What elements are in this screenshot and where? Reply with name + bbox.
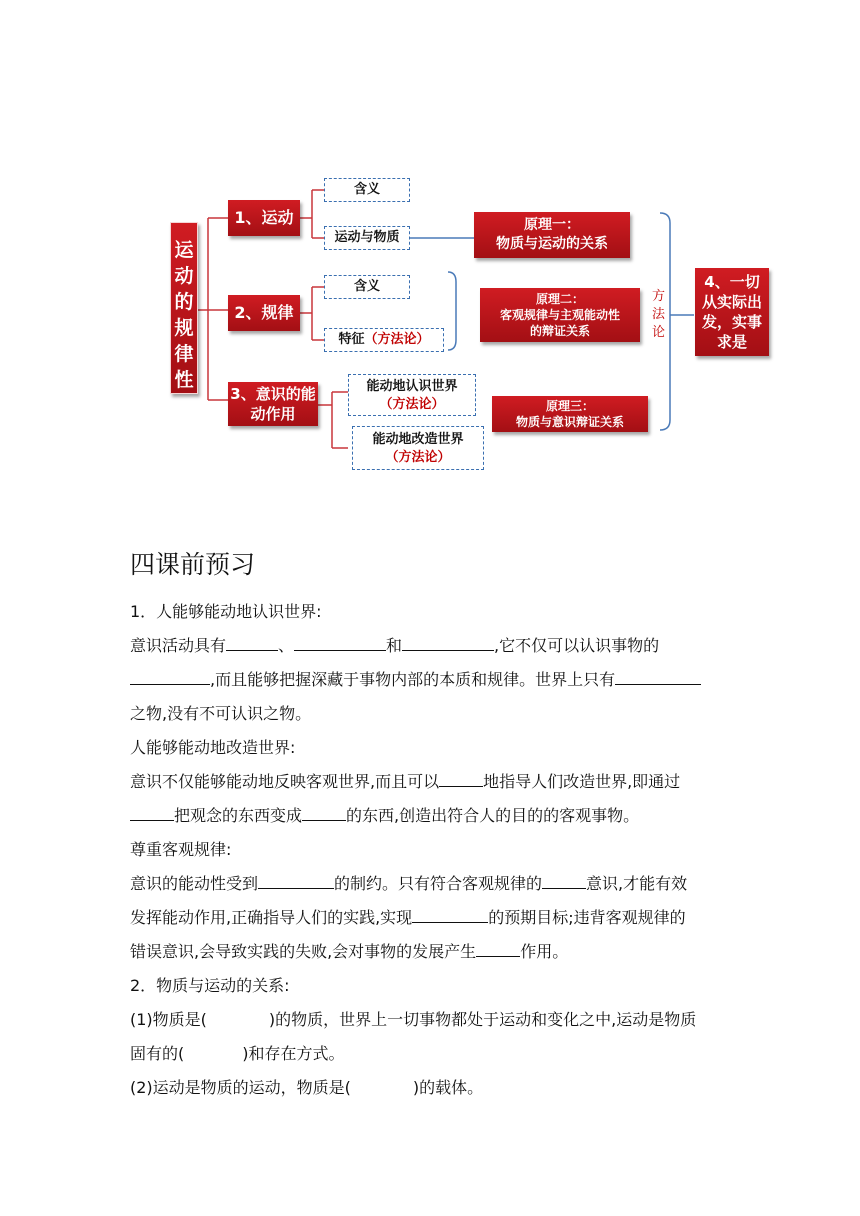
text-span: 意识活动具有 bbox=[130, 636, 227, 655]
principle-two-text: 客观规律与主观能动性 bbox=[499, 308, 620, 322]
text-span: 的东西,创造出符合人的目的的客观事物。 bbox=[346, 806, 640, 825]
node-consciousness bbox=[228, 382, 318, 426]
principle-one-text: 物质与运动的关系 bbox=[496, 236, 608, 252]
node-consciousness-label: 3、意识的能动作用 bbox=[230, 385, 316, 423]
sub-motion-matter-label: 运动与物质 bbox=[334, 230, 400, 245]
q2-title: 2．物质与运动的关系: bbox=[130, 976, 290, 995]
node-motion-label: 1、运动 bbox=[234, 208, 294, 227]
node-law-label: 2、规律 bbox=[234, 303, 294, 322]
text-span: 把观念的东西变成 bbox=[174, 806, 303, 825]
sub-law-feature bbox=[324, 328, 444, 352]
fill-blank[interactable] bbox=[258, 872, 334, 889]
text-span: (2)运动是物质的运动，物质是( bbox=[130, 1078, 351, 1097]
main-title: 运动的规律性 bbox=[174, 239, 194, 391]
principle-one-title: 原理一： bbox=[524, 217, 580, 233]
text-span: )的物质，世界上一切事物都处于运动和变化之中,运动是物质 bbox=[268, 1010, 697, 1029]
fill-blank[interactable] bbox=[294, 634, 386, 651]
fill-blank[interactable] bbox=[130, 804, 174, 821]
text-span: 固有的( bbox=[130, 1044, 185, 1063]
text-span: 的预期目标;违背客观规律的 bbox=[488, 908, 686, 927]
p3-line-3 bbox=[130, 939, 568, 962]
text-span: 和 bbox=[386, 636, 403, 655]
p1-line-1 bbox=[130, 633, 659, 656]
sub-know-world bbox=[348, 374, 476, 416]
method-label bbox=[652, 288, 668, 342]
text-span: 意识,才能有效 bbox=[586, 874, 688, 893]
text-span: 错误意识,会导致实践的失败,会对事物的发展产生 bbox=[130, 942, 477, 961]
fill-blank[interactable] bbox=[615, 668, 701, 685]
q2-line-2 bbox=[130, 1041, 345, 1064]
fill-blank[interactable] bbox=[302, 804, 346, 821]
fill-blank[interactable] bbox=[130, 668, 210, 685]
text-span: )和存在方式。 bbox=[242, 1044, 345, 1063]
fill-blank[interactable] bbox=[402, 634, 494, 651]
p2-title: 人能够能动地改造世界: bbox=[130, 738, 296, 757]
text-span: 意识的能动性受到 bbox=[130, 874, 259, 893]
main-title-box bbox=[170, 222, 198, 394]
p3-line-2 bbox=[130, 905, 686, 928]
sub-know-world-method: （方法论） bbox=[379, 397, 445, 412]
sub-motion-matter bbox=[324, 226, 410, 250]
text-span: ,而且能够把握深藏于事物内部的本质和规律。世界上只有 bbox=[210, 670, 616, 689]
principle-two-text-2: 的辩证关系 bbox=[529, 324, 590, 338]
node-law bbox=[228, 295, 300, 331]
sub-law-meaning-label: 含义 bbox=[353, 279, 380, 294]
text-span: 意识不仅能够能动地反映客观世界,而且可以 bbox=[130, 772, 440, 791]
p3-line-1 bbox=[130, 871, 687, 894]
q2-line-1 bbox=[130, 1007, 696, 1030]
section-title: 四课前预习 bbox=[130, 550, 256, 579]
text-span: ,它不仅可以认识事物的 bbox=[494, 636, 660, 655]
text-span: (1)物质是( bbox=[130, 1010, 207, 1029]
principle-three-text: 物质与意识辩证关系 bbox=[515, 415, 624, 429]
text-span: 地指导人们改造世界,即通过 bbox=[483, 772, 681, 791]
sub-change-world-label: 能动地改造世界 bbox=[372, 432, 464, 447]
q2-line-3 bbox=[130, 1075, 483, 1098]
p2-line-2 bbox=[130, 803, 639, 826]
p1-line-2 bbox=[130, 667, 701, 690]
fill-blank[interactable] bbox=[439, 770, 483, 787]
sub-law-meaning bbox=[324, 275, 410, 299]
sub-law-feature-method: （方法论） bbox=[364, 332, 430, 347]
text-span: )的载体。 bbox=[412, 1078, 484, 1097]
principle-two bbox=[480, 288, 640, 342]
fill-blank[interactable] bbox=[412, 906, 488, 923]
principle-one bbox=[474, 212, 630, 258]
principle-three bbox=[492, 396, 648, 432]
sub-law-feature-label: 特征 bbox=[338, 332, 365, 347]
sub-motion-meaning-label: 含义 bbox=[353, 182, 380, 197]
sub-change-world-method: （方法论） bbox=[385, 450, 451, 465]
p3-title: 尊重客观规律: bbox=[130, 840, 232, 859]
text-span: 发挥能动作用,正确指导人们的实践,实现 bbox=[130, 908, 413, 927]
node-practice bbox=[695, 268, 769, 356]
node-motion bbox=[228, 200, 300, 236]
principle-two-title: 原理二： bbox=[535, 292, 584, 306]
p1-title: 1．人能够能动地认识世界: bbox=[130, 602, 322, 621]
method-label-text: 方法论 bbox=[652, 289, 666, 340]
text-span: 、 bbox=[278, 636, 295, 655]
p2-line-1 bbox=[130, 769, 680, 792]
text-span: 的制约。只有符合客观规律的 bbox=[334, 874, 543, 893]
fill-blank[interactable] bbox=[476, 940, 520, 957]
sub-motion-meaning bbox=[324, 178, 410, 202]
principle-three-title: 原理三： bbox=[545, 399, 594, 413]
node-practice-label: 4、一切从实际出发，实事求是 bbox=[701, 273, 762, 351]
text-span: 作用。 bbox=[520, 942, 569, 961]
p1-line-3: 之物,没有不可认识之物。 bbox=[130, 704, 312, 723]
connector-lines bbox=[0, 0, 860, 500]
fill-blank[interactable] bbox=[542, 872, 586, 889]
fill-blank[interactable] bbox=[226, 634, 278, 651]
sub-know-world-label: 能动地认识世界 bbox=[366, 379, 458, 394]
sub-change-world bbox=[352, 426, 484, 470]
